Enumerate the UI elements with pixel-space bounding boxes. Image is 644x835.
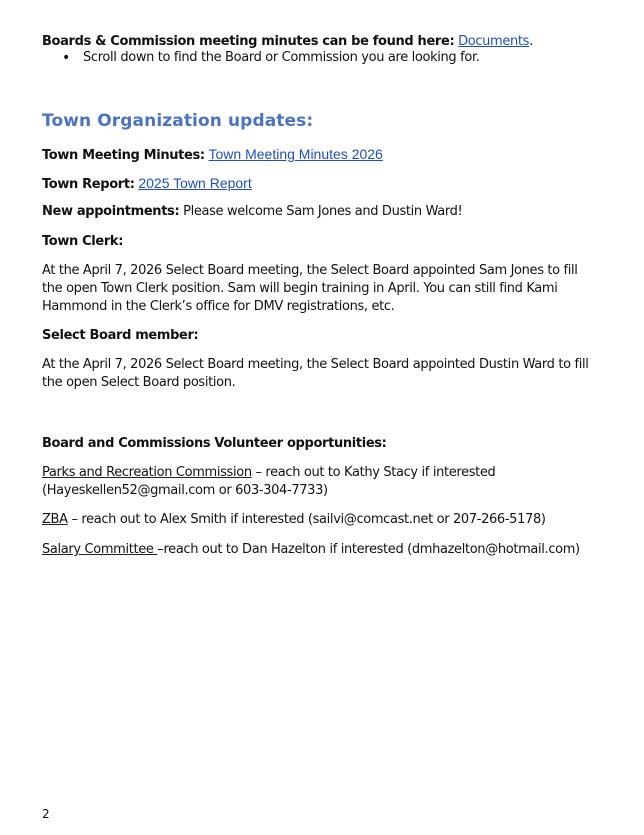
appointments-line bbox=[42, 203, 462, 221]
zba-line bbox=[42, 511, 546, 529]
select-board-heading: Select Board member: bbox=[42, 328, 199, 343]
town-report-link[interactable]: 2025 Town Report bbox=[138, 175, 252, 191]
parks-line bbox=[42, 464, 495, 482]
parks-contact: (Hayeskellen52@gmail.com or 603-304-7733) bbox=[42, 483, 328, 498]
zba-link[interactable]: ZBA bbox=[42, 512, 68, 527]
bullet-text: Scroll down to find the Board or Commission you are looking for. bbox=[83, 50, 480, 65]
town-report-label: Town Report: bbox=[42, 177, 135, 192]
town-report-line bbox=[42, 174, 252, 194]
salary-text: –reach out to Dan Hazelton if interested (dmhazelton@hotmail.com) bbox=[157, 542, 580, 557]
town-meeting-label: Town Meeting Minutes: bbox=[42, 148, 205, 163]
town-clerk-heading: Town Clerk: bbox=[42, 234, 124, 249]
select-board-line-1: At the April 7, 2026 Select Board meeting, the Select Board appointed Dustin Ward to fill bbox=[42, 357, 589, 372]
minutes-note-lead: Boards & Commission meeting minutes can be found here: bbox=[42, 34, 455, 49]
minutes-note-trail: . bbox=[529, 34, 533, 49]
town-clerk-line-3: Hammond in the Clerk’s office for DMV registrations, etc. bbox=[42, 299, 395, 314]
town-meeting-line bbox=[42, 145, 383, 165]
salary-link[interactable]: Salary Committee bbox=[42, 542, 158, 557]
salary-line bbox=[42, 541, 580, 559]
zba-text: – reach out to Alex Smith if interested (sailvi@comcast.net or 207-266-5178) bbox=[67, 512, 546, 527]
section-heading: Town Organization updates: bbox=[42, 111, 314, 131]
parks-text: – reach out to Kathy Stacy if interested bbox=[251, 465, 496, 480]
town-clerk-line-1: At the April 7, 2026 Select Board meeting, the Select Board appointed Sam Jones to fill bbox=[42, 263, 578, 278]
appointments-text: Please welcome Sam Jones and Dustin Ward! bbox=[183, 204, 463, 219]
select-board-line-2: the open Select Board position. bbox=[42, 375, 236, 390]
town-clerk-line-2: the open Town Clerk position. Sam will begin training in April. You can still find Kami bbox=[42, 281, 558, 296]
page-number: 2 bbox=[42, 807, 50, 821]
volunteer-heading: Board and Commissions Volunteer opportunities: bbox=[42, 436, 387, 451]
documents-link[interactable]: Documents bbox=[458, 34, 530, 49]
parks-link[interactable]: Parks and Recreation Commission bbox=[42, 465, 252, 480]
appointments-label: New appointments: bbox=[42, 204, 180, 219]
bullet-dot: • bbox=[62, 50, 71, 66]
town-meeting-link[interactable]: Town Meeting Minutes 2026 bbox=[208, 146, 383, 162]
